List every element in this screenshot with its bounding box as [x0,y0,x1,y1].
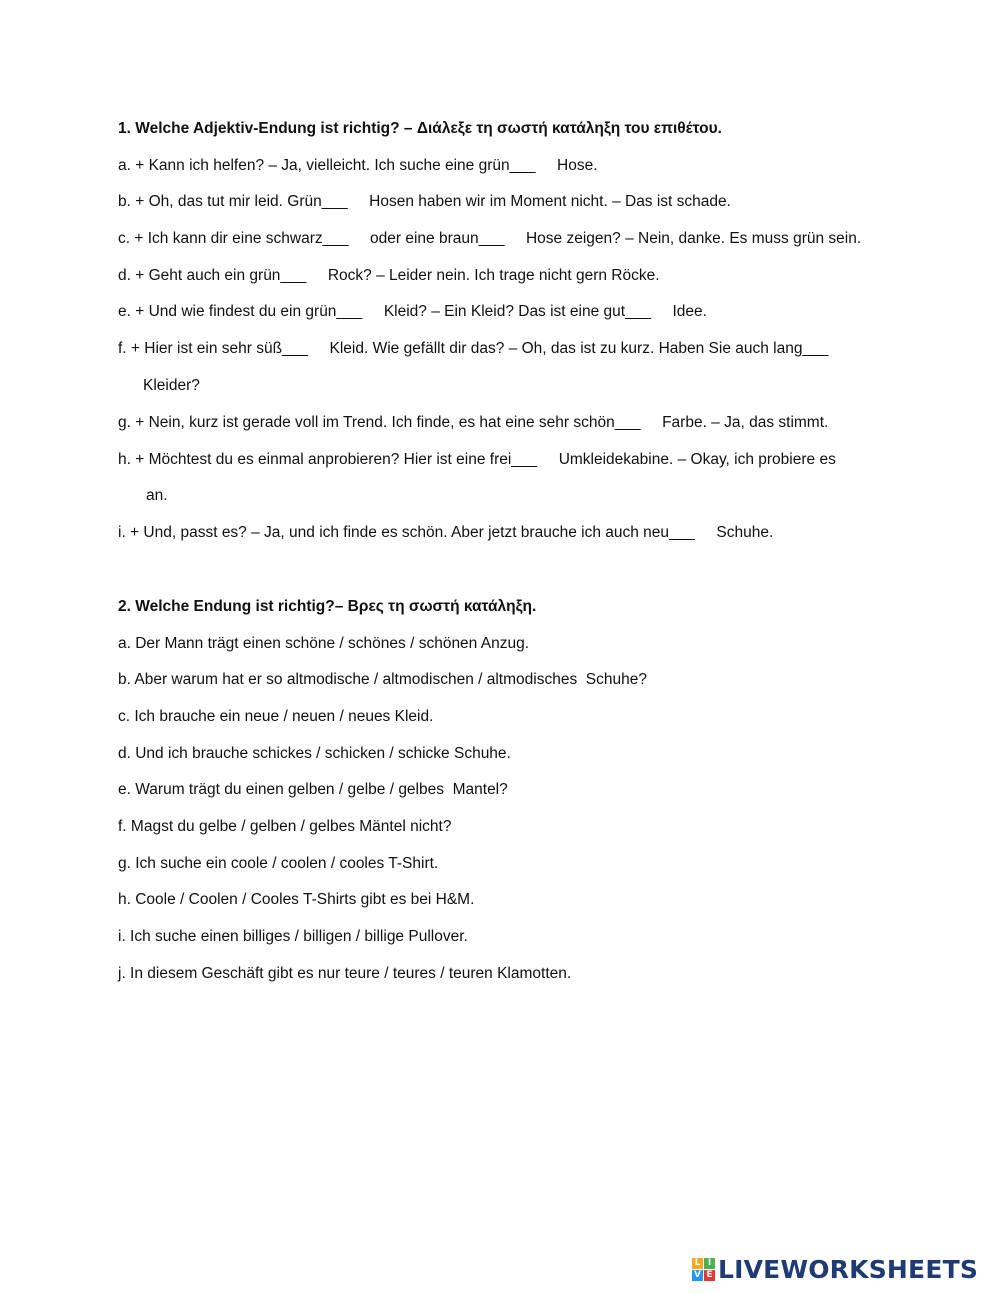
exercise2-item-h: h. Coole / Coolen / Cooles T-Shirts gibt es bei H&M. [118,891,475,908]
logo-mark-icon [692,1258,715,1281]
logo-text: LIVEWORKSHEETS [718,1254,979,1284]
exercise1-item-a: a. + Kann ich helfen? – Ja, vielleicht. Ich suche eine grün___ Hose. [118,157,598,174]
exercise2-item-b: b. Aber warum hat er so altmodische / altmodischen / altmodisches Schuhe? [118,671,647,688]
exercise1-item-h-continued: an. [146,487,168,504]
exercise1-item-e: e. + Und wie findest du ein grün___ Kleid? – Ein Kleid? Das ist eine gut___ Idee. [118,303,707,320]
exercise1-item-b: b. + Oh, das tut mir leid. Grün___ Hosen haben wir im Moment nicht. – Das ist schade. [118,193,731,210]
exercise2-item-j: j. In diesem Geschäft gibt es nur teure / teures / teuren Klamotten. [118,965,572,982]
exercise2-item-f: f. Magst du gelbe / gelben / gelbes Mäntel nicht? [118,818,452,835]
exercise1-item-g: g. + Nein, kurz ist gerade voll im Trend. Ich finde, es hat eine sehr schön___ Farbe. – Ja, das stimmt. [118,414,829,431]
exercise1-item-i: i. + Und, passt es? – Ja, und ich finde es schön. Aber jetzt brauche ich auch neu___ Schuhe. [118,524,774,541]
liveworksheets-logo[interactable] [692,1254,978,1284]
exercise1-item-d: d. + Geht auch ein grün___ Rock? – Leider nein. Ich trage nicht gern Röcke. [118,267,660,284]
logo-mark-letter: E [704,1270,715,1281]
section2-title: 2. Welche Endung ist richtig?– Βρες τη σωστή κατάληξη. [118,598,537,615]
exercise1-item-f-continued: Kleider? [143,377,200,394]
exercise1-item-h: h. + Möchtest du es einmal anprobieren? Hier ist eine frei___ Umkleidekabine. – Okay, ich probiere es [118,451,836,468]
exercise2-item-i: i. Ich suche einen billiges / billigen / billige Pullover. [118,928,468,945]
exercise2-item-g: g. Ich suche ein coole / coolen / cooles T-Shirt. [118,855,439,872]
section1-title: 1. Welche Adjektiv-Endung ist richtig? – Διάλεξε τη σωστή κατάληξη του επιθέτου. [118,120,722,137]
exercise2-item-d: d. Und ich brauche schickes / schicken / schicke Schuhe. [118,745,511,762]
exercise2-item-e: e. Warum trägt du einen gelben / gelbe / gelbes Mantel? [118,781,508,798]
logo-mark-letter: V [692,1270,703,1281]
exercise1-item-c: c. + Ich kann dir eine schwarz___ oder eine braun___ Hose zeigen? – Nein, danke. Es muss grün sein. [118,230,862,247]
exercise2-item-c: c. Ich brauche ein neue / neuen / neues Kleid. [118,708,434,725]
exercise2-item-a: a. Der Mann trägt einen schöne / schönes / schönen Anzug. [118,635,530,652]
logo-mark-letter: I [704,1258,715,1269]
logo-mark-letter: L [692,1258,703,1269]
exercise1-item-f: f. + Hier ist ein sehr süß___ Kleid. Wie gefällt dir das? – Oh, das ist zu kurz. Haben Sie auch lang___ [118,340,829,357]
